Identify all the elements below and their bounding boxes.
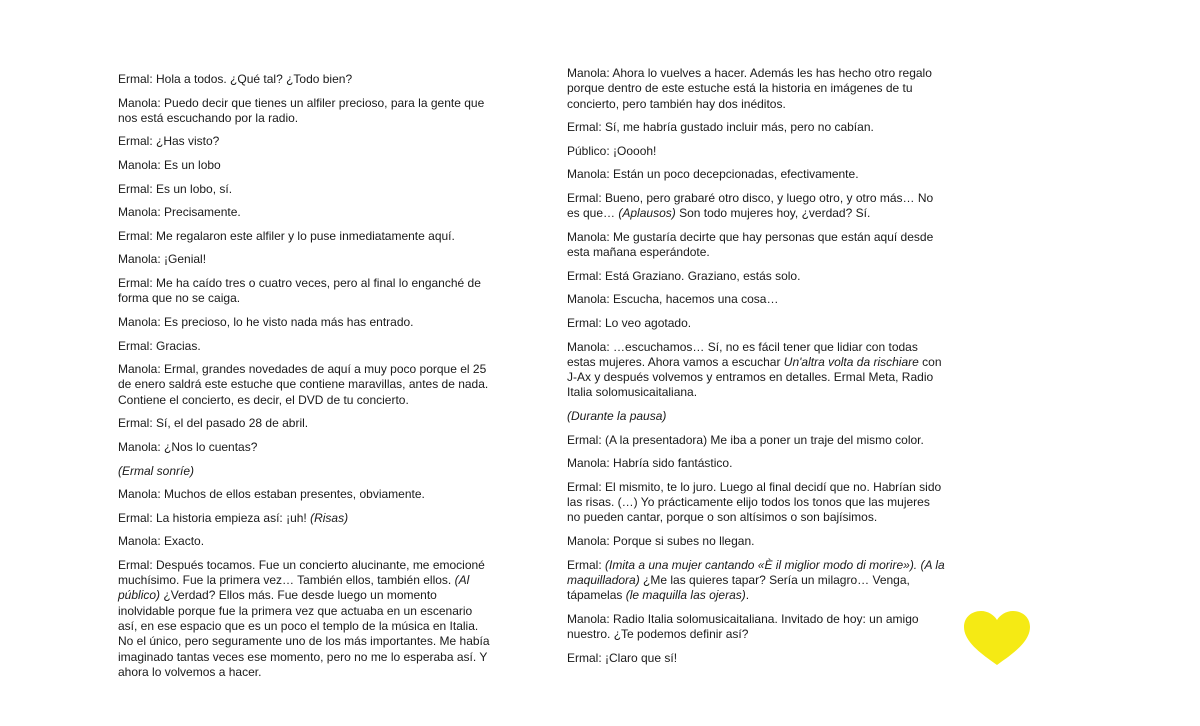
dialogue-text: Ermal: Después tocamos. Fue un concierto alucinante, me emocioné muchísimo. Fue la primera vez… También ellos, también ellos. — [118, 557, 485, 588]
dialogue-text: Ermal: Bueno, pero grabaré otro disco, y luego otro, y otro más… No es que… — [567, 190, 934, 221]
dialogue-text: Ermal: Gracias. — [118, 338, 201, 353]
dialogue-text: Público: ¡Ooooh! — [567, 143, 657, 158]
dialogue-paragraph — [118, 182, 494, 197]
left-column — [118, 72, 494, 689]
dialogue-text: Ermal: Me regalaron este alfiler y lo puse inmediatamente aquí. — [118, 228, 455, 243]
dialogue-text: Manola: Ermal, grandes novedades de aquí a muy poco porque el 25 de enero saldrá este estuche que contiene maravillas, antes de nada. Contiene el concierto, es decir, el DVD de tu concierto. — [118, 362, 489, 407]
dialogue-paragraph — [567, 558, 945, 604]
heart-icon — [962, 610, 1032, 666]
dialogue-paragraph — [118, 158, 494, 173]
dialogue-text: Manola: Ahora lo vuelves a hacer. Además les has hecho otro regalo porque dentro de este estuche está la historia en imágenes de tu concierto, pero también hay dos inéditos. — [567, 66, 932, 111]
dialogue-text: Ermal: Hola a todos. ¿Qué tal? ¿Todo bien? — [118, 72, 353, 86]
dialogue-text: Manola: Exacto. — [118, 534, 205, 549]
dialogue-paragraph — [567, 409, 945, 424]
dialogue-text: Ermal: Está Graziano. Graziano, estás solo. — [567, 268, 801, 283]
dialogue-paragraph — [567, 191, 945, 222]
dialogue-text: Ermal: — [567, 557, 606, 572]
dialogue-text: Manola: Porque si subes no llegan. — [567, 533, 755, 548]
dialogue-paragraph — [567, 292, 945, 307]
dialogue-text: Manola: Precisamente. — [118, 205, 241, 220]
dialogue-paragraph — [567, 456, 945, 471]
dialogue-paragraph — [567, 612, 945, 643]
dialogue-paragraph — [567, 480, 945, 526]
dialogue-text: con J-Ax y después volvemos y entramos en detalles. Ermal Meta, Radio Italia solomusicaitaliana. — [567, 354, 942, 400]
dialogue-paragraph — [118, 134, 494, 149]
dialogue-text: Manola: Escucha, hacemos una cosa… — [567, 292, 779, 307]
stage-direction-text: Un'altra volta da rischiare — [783, 354, 919, 369]
dialogue-text: Ermal: Es un lobo, sí. — [118, 181, 233, 196]
dialogue-paragraph — [567, 534, 945, 549]
dialogue-text: Manola: Radio Italia solomusicaitaliana. Invitado de hoy: un amigo nuestro. ¿Te podemos definir así? — [567, 611, 919, 642]
dialogue-paragraph — [118, 534, 494, 549]
stage-direction-text: (le maquilla las ojeras) — [625, 588, 746, 603]
dialogue-paragraph — [118, 72, 494, 87]
dialogue-paragraph — [567, 433, 945, 448]
dialogue-paragraph — [567, 120, 945, 135]
dialogue-text: Ermal: El mismito, te lo juro. Luego al final decidí que no. Habrían sido las risas. (…) Yo prácticamente elijo todos los tonos que las mujeres no pueden cantar, porque o son altísimos o son bajísimos. — [567, 479, 942, 525]
right-column — [567, 66, 945, 674]
dialogue-text: Ermal: ¡Claro que sí! — [567, 650, 678, 665]
dialogue-paragraph — [118, 362, 494, 408]
dialogue-paragraph — [118, 252, 494, 267]
dialogue-paragraph — [567, 316, 945, 331]
dialogue-text: Ermal: ¿Has visto? — [118, 134, 220, 149]
dialogue-paragraph — [567, 230, 945, 261]
dialogue-paragraph — [118, 464, 494, 479]
dialogue-paragraph — [118, 558, 494, 680]
heart-shape — [964, 611, 1030, 665]
dialogue-paragraph — [118, 440, 494, 455]
dialogue-paragraph — [567, 269, 945, 284]
dialogue-paragraph — [567, 167, 945, 182]
stage-direction-text: (Durante la pausa) — [567, 409, 667, 424]
dialogue-paragraph — [567, 144, 945, 159]
stage-direction-text: (Al público) — [118, 573, 470, 603]
dialogue-text: Ermal: Me ha caído tres o cuatro veces, pero al final lo enganché de forma que no se caiga. — [118, 276, 481, 306]
dialogue-text: Manola: ¿Nos lo cuentas? — [118, 439, 258, 454]
dialogue-text: Manola: Están un poco decepcionadas, efectivamente. — [567, 167, 859, 182]
stage-direction-text: (Ermal sonríe) — [118, 463, 195, 478]
dialogue-paragraph — [118, 315, 494, 330]
dialogue-paragraph — [118, 416, 494, 431]
dialogue-text: Ermal: La historia empieza así: ¡uh! — [118, 510, 311, 525]
dialogue-text: Manola: Es precioso, lo he visto nada más has entrado. — [118, 314, 414, 329]
dialogue-paragraph — [118, 511, 494, 526]
dialogue-text: Manola: Puedo decir que tienes un alfiler precioso, para la gente que nos está escuchando por la radio. — [118, 95, 485, 125]
dialogue-paragraph — [118, 276, 494, 307]
dialogue-paragraph — [118, 205, 494, 220]
dialogue-text: . — [745, 588, 750, 603]
dialogue-text: Ermal: Sí, el del pasado 28 de abril. — [118, 416, 309, 431]
dialogue-text: Manola: Es un lobo — [118, 158, 221, 173]
dialogue-paragraph — [118, 96, 494, 127]
dialogue-paragraph — [567, 66, 945, 112]
dialogue-text: ¿Me las quieres tapar? Sería un milagro… Venga, tápamelas — [567, 572, 910, 603]
dialogue-paragraph — [118, 339, 494, 354]
dialogue-text: Manola: …escuchamos… Sí, no es fácil tener que lidiar con todas estas mujeres. Ahora vamos a escuchar — [567, 339, 918, 369]
dialogue-text: Son todo mujeres hoy, ¿verdad? Sí. — [675, 206, 871, 221]
dialogue-text: Ermal: (A la presentadora) Me iba a poner un traje del mismo color. — [567, 432, 924, 447]
dialogue-text: Manola: Muchos de ellos estaban presentes, obviamente. — [118, 487, 425, 502]
dialogue-paragraph — [118, 229, 494, 244]
dialogue-text: Manola: Me gustaría decirte que hay personas que están aquí desde esta mañana esperándote. — [567, 229, 934, 260]
dialogue-text: Ermal: Sí, me habría gustado incluir más, pero no cabían. — [567, 120, 874, 135]
stage-direction-text: (Imita a una mujer cantando «È il miglior modo di morire»). (A la maquilladora) — [567, 557, 945, 587]
dialogue-text: Ermal: Lo veo agotado. — [567, 315, 692, 330]
stage-direction-text: (Risas) — [310, 510, 349, 525]
dialogue-paragraph — [567, 651, 945, 666]
dialogue-paragraph — [567, 340, 945, 401]
dialogue-text: Manola: ¡Genial! — [118, 252, 207, 267]
dialogue-text: Manola: Habría sido fantástico. — [567, 456, 733, 471]
dialogue-text: ¿Verdad? Ellos más. Fue desde luego un momento inolvidable porque fue la primera vez que actuaba en un escenario así, en ese espacio que es un poco el templo de la música en Italia. No el único, pero seguramente uno de los más importantes. Me había imaginado tantas veces ese momento, pero no me lo esperaba así. Y ahora lo volvemos a hacer. — [118, 588, 490, 679]
dialogue-paragraph — [118, 487, 494, 502]
stage-direction-text: (Aplausos) — [618, 206, 676, 221]
